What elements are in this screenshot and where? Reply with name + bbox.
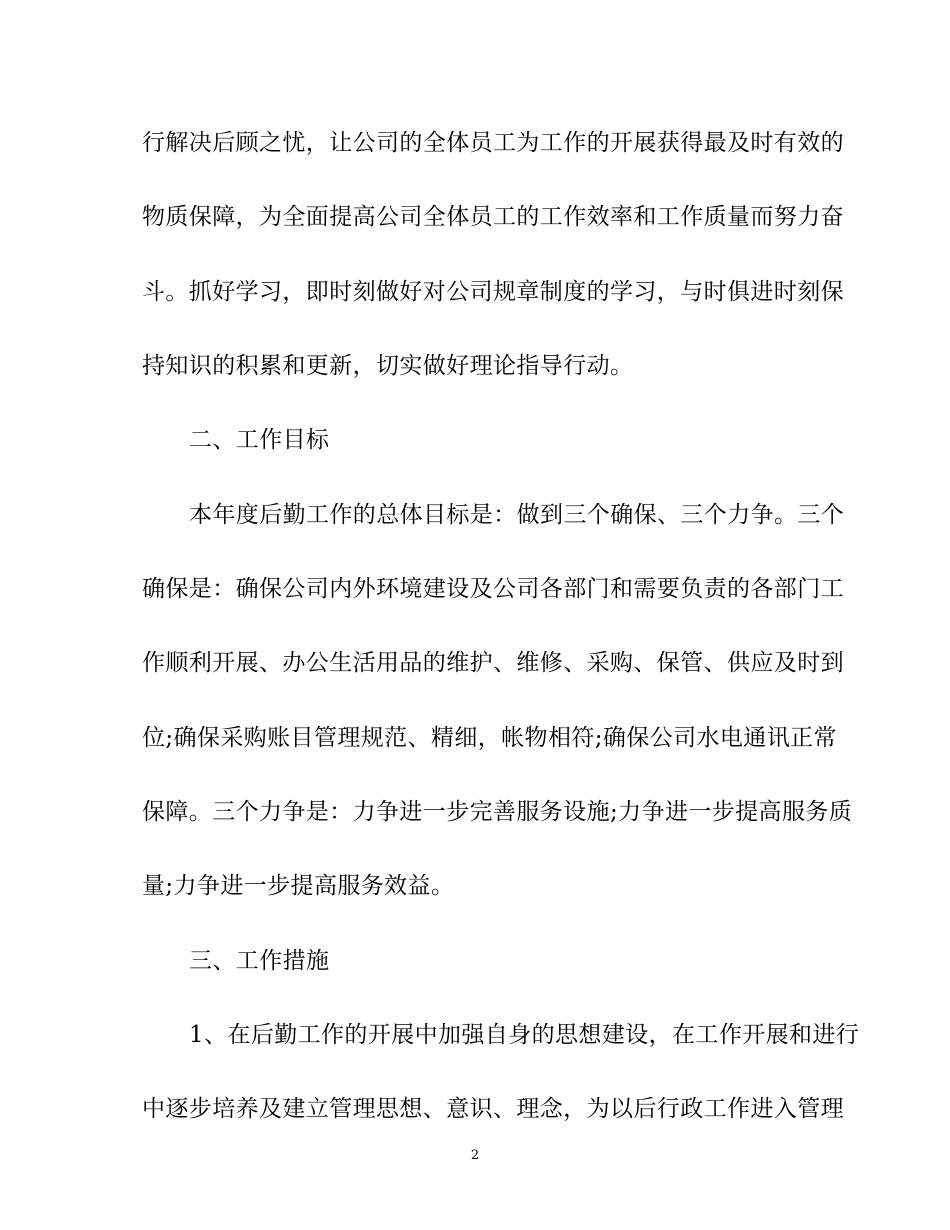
paragraph-line: 保障。三个力争是：力争进一步完善服务设施;力争进一步提高服务质: [142, 799, 853, 825]
section-heading-goals: 二、工作目标: [189, 427, 330, 453]
paragraph-line: 行解决后顾之忧，让公司的全体员工为工作的开展获得最及时有效的: [142, 130, 844, 156]
paragraph-line: 量;力争进一步提高服务效益。: [142, 873, 455, 899]
paragraph-line: 持知识的积累和更新，切实做好理论指导行动。: [142, 353, 634, 379]
section-heading-measures: 三、工作措施: [189, 948, 330, 974]
paragraph-line: 中逐步培养及建立管理思想、意识、理念，为以后行政工作进入管理: [142, 1096, 844, 1122]
paragraph-line: 位;确保采购账目管理规范、精细，帐物相符;确保公司水电通讯正常: [142, 725, 837, 751]
paragraph-line: 确保是：确保公司内外环境建设及公司各部门和需要负责的各部门工: [142, 576, 844, 602]
paragraph-line: 本年度后勤工作的总体目标是：做到三个确保、三个力争。三个: [189, 502, 845, 528]
paragraph-line: 作顺利开展、办公生活用品的维护、维修、采购、保管、供应及时到: [142, 650, 844, 676]
paragraph-line: 1、在后勤工作的开展中加强自身的思想建设，在工作开展和进行: [189, 1022, 860, 1048]
paragraph-line: 斗。抓好学习，即时刻做好对公司规章制度的学习，与时俱进时刻保: [142, 279, 844, 305]
paragraph-line: 物质保障，为全面提高公司全体员工的工作效率和工作质量而努力奋: [142, 204, 844, 230]
page-number: 2: [470, 1148, 480, 1163]
